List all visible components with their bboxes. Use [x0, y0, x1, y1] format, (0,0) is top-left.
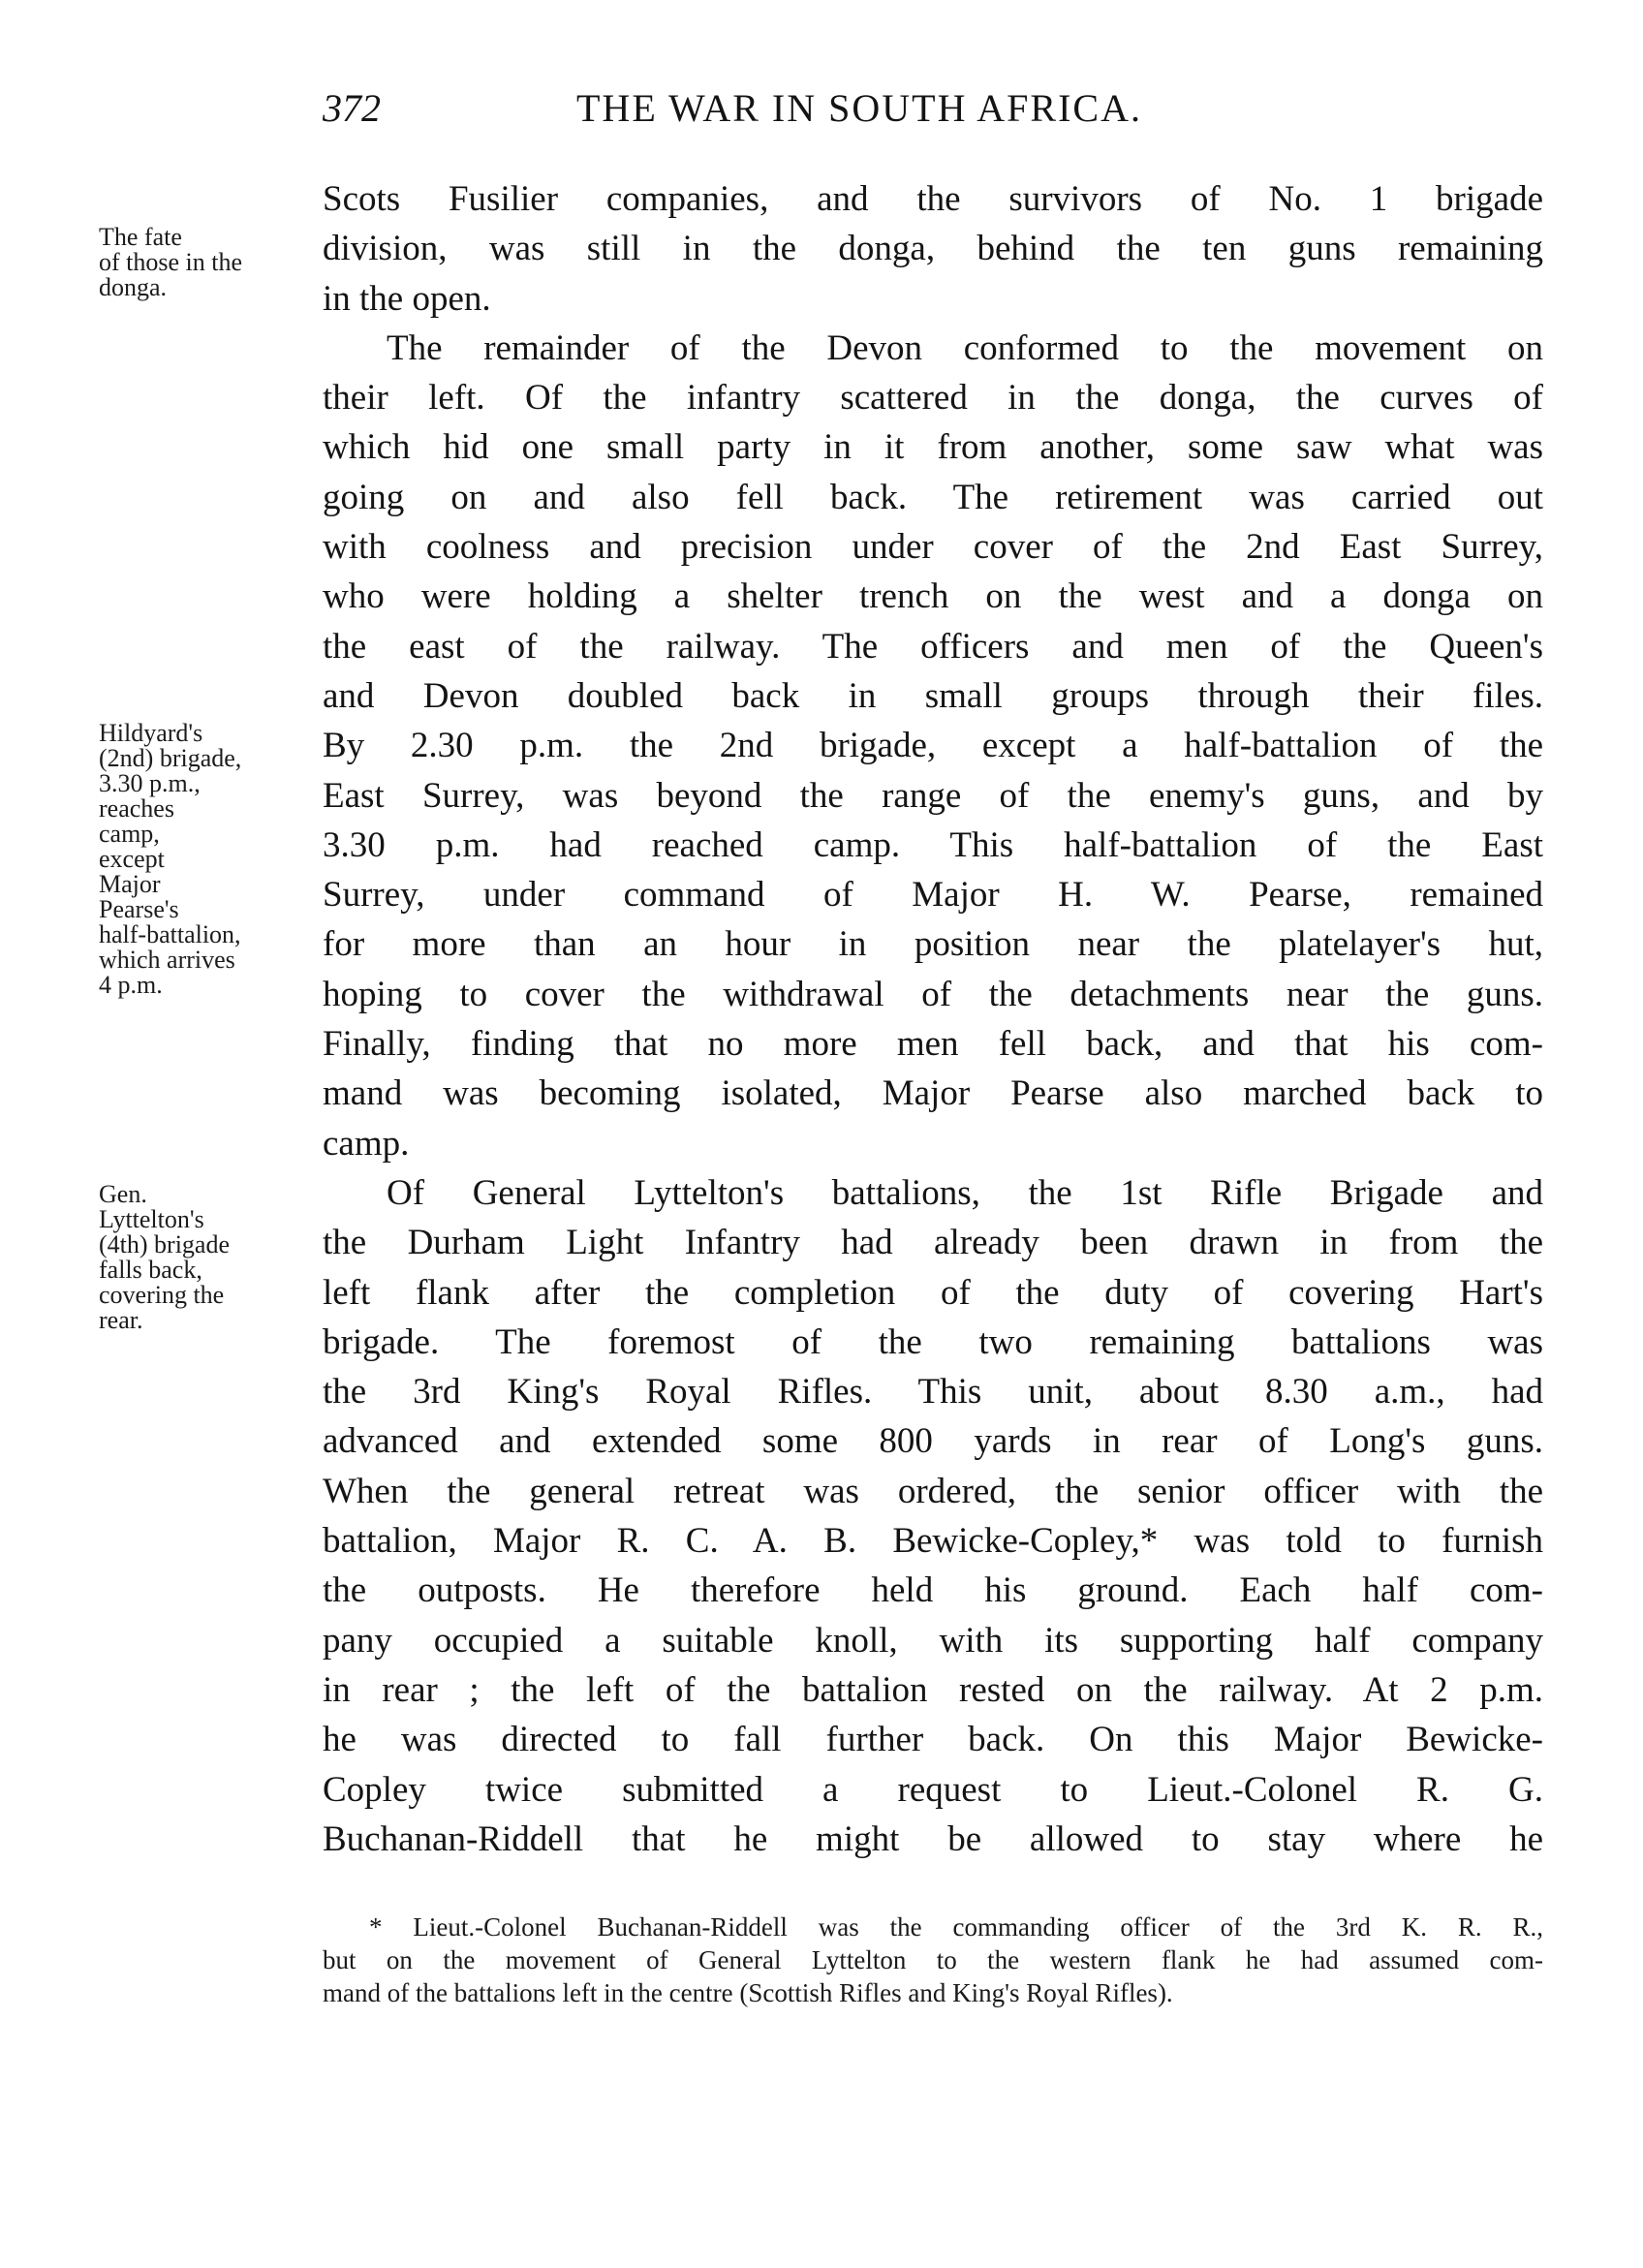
margin-note-line: (2nd) brigade,	[99, 744, 242, 772]
margin-note-line: of those in the	[99, 248, 243, 276]
body-line: in the open.	[323, 278, 491, 319]
body-line: the outposts. He therefore held his ground. Each half com-	[323, 1570, 1543, 1611]
body-line: Copley twice submitted a request to Lieut.-Colonel R. G.	[323, 1769, 1543, 1810]
body-line: with coolness and precision under cover of the 2nd East Surrey,	[323, 527, 1543, 568]
margin-note-line: covering the	[99, 1281, 225, 1309]
margin-note-line: Lyttelton's	[99, 1205, 204, 1233]
margin-note-line: which arrives	[99, 946, 235, 974]
footnote-line: mand of the battalions left in the centre (Scottish Rifles and King's Royal Rifles).	[323, 1978, 1173, 2007]
body-line: The remainder of the Devon conformed to the movement on	[387, 327, 1543, 368]
margin-note-hildyards-brigade	[99, 721, 307, 998]
body-line: 3.30 p.m. had reached camp. This half-battalion of the East	[323, 824, 1543, 865]
margin-note-line: The fate	[99, 223, 182, 251]
body-line: in rear ; the left of the battalion rested on the railway. At 2 p.m.	[323, 1669, 1543, 1710]
body-line: the 3rd King's Royal Rifles. This unit, about 8.30 a.m., had	[323, 1372, 1543, 1413]
body-line: battalion, Major R. C. A. B. Bewicke-Copley,* was told to furnish	[323, 1521, 1543, 1562]
page-header	[323, 85, 1543, 143]
body-line: East Surrey, was beyond the range of the enemy's guns, and by	[323, 775, 1543, 816]
running-head: THE WAR IN SOUTH AFRICA.	[576, 86, 1142, 130]
body-line: Scots Fusilier companies, and the survivors of No. 1 brigade	[323, 179, 1543, 219]
margin-note-line: Major	[99, 870, 161, 898]
margin-note-fate-of-donga	[99, 225, 307, 300]
body-line: Finally, finding that no more men fell back, and that his com-	[323, 1024, 1543, 1065]
body-line: camp.	[323, 1123, 410, 1164]
body-line: the Durham Light Infantry had already been drawn in from the	[323, 1223, 1543, 1263]
margin-note-line: Hildyard's	[99, 719, 203, 747]
body-line: When the general retreat was ordered, the senior officer with the	[323, 1471, 1543, 1511]
body-line: for more than an hour in position near the platelayer's hut,	[323, 924, 1543, 965]
body-line: mand was becoming isolated, Major Pearse also marched back to	[323, 1073, 1543, 1114]
body-line: hoping to cover the withdrawal of the detachments near the guns.	[323, 974, 1543, 1014]
margin-note-line: half-battalion,	[99, 920, 241, 948]
margin-note-line: donga.	[99, 273, 168, 301]
margin-note-line: 4 p.m.	[99, 971, 163, 999]
margin-note-line: falls back,	[99, 1256, 202, 1284]
body-line: who were holding a shelter trench on the west and a donga on	[323, 576, 1543, 617]
body-line: he was directed to fall further back. On this Major Bewicke-	[323, 1720, 1543, 1760]
footnote	[323, 1911, 1543, 2009]
footnote-line: * Lieut.-Colonel Buchanan-Riddell was the commanding officer of the 3rd K. R. R.,	[369, 1912, 1543, 1942]
body-line: Buchanan-Riddell that he might be allowed to stay where he	[323, 1818, 1543, 1859]
margin-note-line: (4th) brigade	[99, 1230, 231, 1258]
margin-note-line: reaches	[99, 794, 174, 823]
body-line: division, was still in the donga, behind the ten guns remaining	[323, 229, 1543, 269]
body-line: pany occupied a suitable knoll, with its supporting half company	[323, 1620, 1543, 1661]
body-line: their left. Of the infantry scattered in the donga, the curves of	[323, 378, 1543, 419]
margin-note-line: Gen.	[99, 1180, 147, 1208]
body-line: Of General Lyttelton's battalions, the 1st Rifle Brigade and	[387, 1172, 1543, 1213]
body-line: left flank after the completion of the duty of covering Hart's	[323, 1272, 1543, 1313]
page-number: 372	[323, 86, 381, 130]
footnote-line: but on the movement of General Lyttelton to the western flank he had assumed com-	[323, 1945, 1543, 1974]
margin-note-line: 3.30 p.m.,	[99, 769, 201, 797]
margin-note-line: rear.	[99, 1306, 143, 1334]
body-line: Surrey, under command of Major H. W. Pearse, remained	[323, 875, 1543, 916]
body-line: brigade. The foremost of the two remaining battalions was	[323, 1321, 1543, 1362]
body-line: advanced and extended some 800 yards in rear of Long's guns.	[323, 1421, 1543, 1462]
margin-note-lytteltons-brigade	[99, 1182, 307, 1333]
body-line: By 2.30 p.m. the 2nd brigade, except a half-battalion of the	[323, 726, 1543, 766]
body-line: the east of the railway. The officers and men of the Queen's	[323, 626, 1543, 667]
body-line: which hid one small party in it from another, some saw what was	[323, 427, 1543, 468]
margin-note-line: Pearse's	[99, 895, 179, 923]
body-line: going on and also fell back. The retirement was carried out	[323, 477, 1543, 517]
body-line: and Devon doubled back in small groups through their files.	[323, 675, 1543, 716]
margin-note-line: except	[99, 845, 165, 873]
body-text	[323, 174, 1543, 1864]
margin-note-line: camp,	[99, 820, 160, 848]
